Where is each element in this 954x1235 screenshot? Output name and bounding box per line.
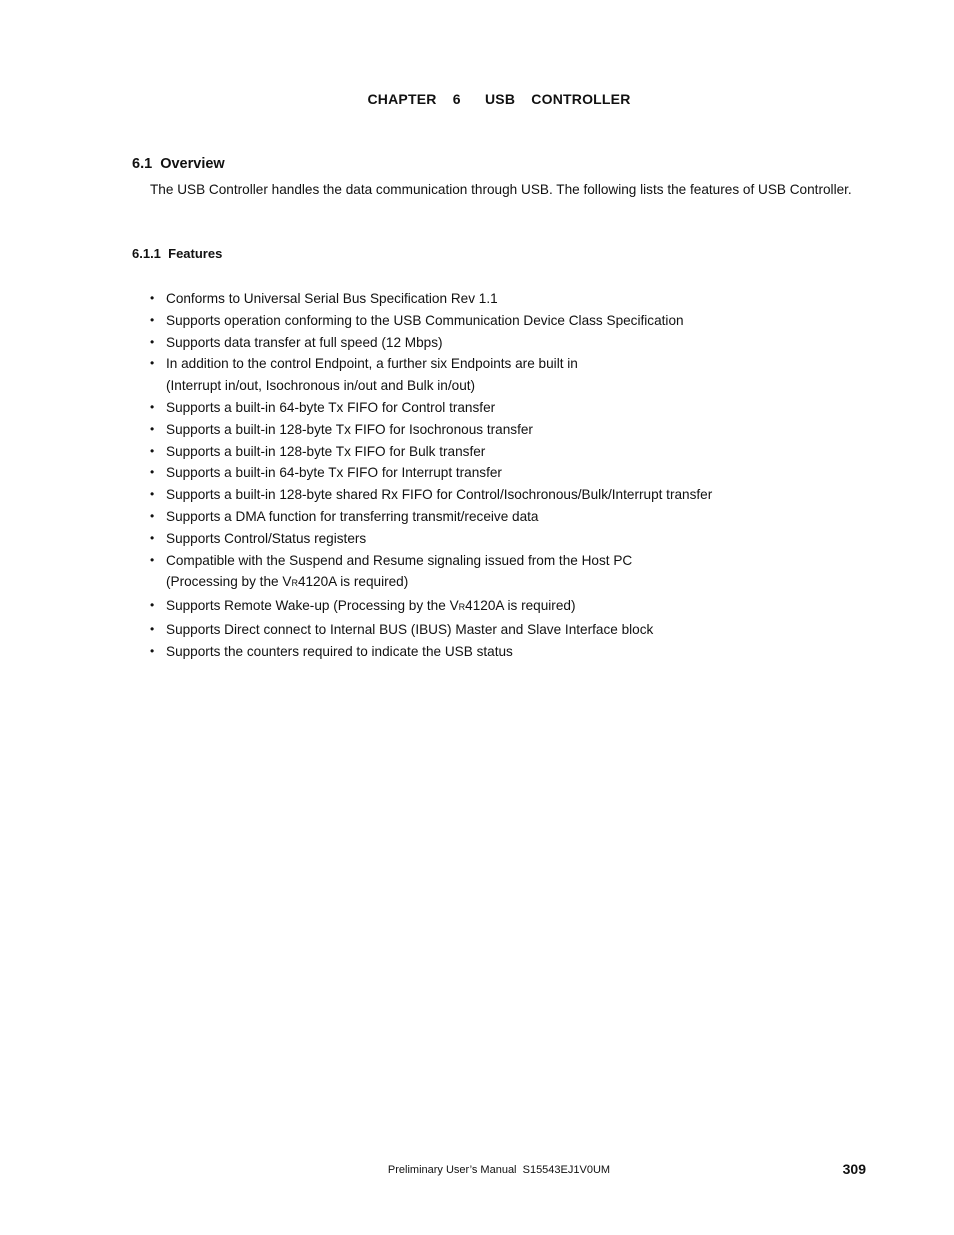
- feature-text: In addition to the control Endpoint, a further six Endpoints are built in: [166, 356, 578, 372]
- bullet-icon: •: [150, 312, 155, 327]
- feature-text: Supports a built-in 64-byte Tx FIFO for Control transfer: [166, 399, 496, 415]
- feature-text: (Interrupt in/out, Isochronous in/out and Bulk in/out): [166, 378, 476, 394]
- bullet-icon: •: [150, 465, 155, 480]
- feature-text: Supports a built-in 128-byte Tx FIFO for Isochronous transfer: [166, 421, 533, 437]
- feature-text-pre: (Processing by the V: [166, 574, 292, 590]
- bullet-icon: •: [150, 552, 155, 567]
- feature-continuation-line: [150, 375, 712, 397]
- feature-text: Compatible with the Suspend and Resume signaling issued from the Host PC: [166, 552, 633, 568]
- footer-manual-id: Preliminary User’s Manual S15543EJ1V0UM: [387, 1164, 611, 1176]
- bullet-icon: •: [150, 621, 155, 636]
- feature-text-post: 4120A is required): [297, 574, 409, 590]
- bullet-icon: •: [150, 643, 155, 658]
- feature-item: [150, 353, 712, 375]
- bullet-icon: •: [150, 334, 155, 349]
- bullet-icon: •: [150, 291, 155, 305]
- feature-text: Conforms to Universal Serial Bus Specification Rev 1.1: [166, 291, 498, 306]
- feature-text: Supports Control/Status registers: [166, 530, 367, 546]
- subsection-title: 6.1.1 Features: [132, 246, 223, 261]
- feature-text: Supports a built-in 64-byte Tx FIFO for Interrupt transfer: [166, 465, 502, 481]
- page-number: 309: [842, 1161, 866, 1177]
- feature-text: Supports a DMA function for transferring transmit/receive data: [166, 508, 539, 524]
- bullet-icon: •: [150, 508, 155, 523]
- section-intro-paragraph: The USB Controller handles the data communication through USB. The following lists the features of USB Controller.: [150, 182, 852, 197]
- feature-text: Supports the counters required to indicate the USB status: [166, 643, 513, 659]
- chapter-title: CHAPTER 6 USB CONTROLLER: [367, 91, 631, 107]
- bullet-icon: •: [150, 421, 155, 436]
- feature-text: Supports a built-in 128-byte shared Rx FIFO for Control/Isochronous/Bulk/Interrupt transfer: [166, 487, 713, 503]
- feature-item: [150, 310, 712, 332]
- feature-item: [150, 288, 712, 310]
- bullet-icon: •: [150, 399, 155, 414]
- feature-item: [150, 462, 712, 484]
- feature-item: [150, 397, 712, 419]
- feature-item: [150, 441, 712, 463]
- feature-text: Supports data transfer at full speed (12 Mbps): [166, 334, 443, 350]
- bullet-icon: •: [150, 530, 155, 545]
- feature-item: [150, 506, 712, 528]
- feature-item: [150, 484, 712, 506]
- feature-list: [150, 288, 712, 663]
- feature-item: [150, 595, 712, 619]
- feature-text-post: 4120A is required): [465, 598, 576, 614]
- feature-text: Supports a built-in 128-byte Tx FIFO for Bulk transfer: [166, 443, 486, 459]
- feature-text-pre: Supports Remote Wake-up (Processing by the V: [166, 598, 459, 614]
- bullet-icon: •: [150, 356, 155, 371]
- section-title: 6.1 Overview: [132, 156, 225, 172]
- feature-item: [150, 641, 712, 663]
- feature-text: Supports Direct connect to Internal BUS (IBUS) Master and Slave Interface block: [166, 621, 654, 637]
- feature-item: [150, 528, 712, 550]
- feature-continuation-line: [150, 571, 712, 595]
- feature-text-subscript: R: [291, 578, 298, 589]
- bullet-icon: •: [150, 487, 155, 502]
- feature-item: [150, 550, 712, 572]
- bullet-icon: •: [150, 598, 155, 613]
- feature-item: [150, 419, 712, 441]
- feature-text-subscript: R: [458, 602, 466, 613]
- feature-text: Supports operation conforming to the USB Communication Device Class Specification: [166, 312, 684, 328]
- bullet-icon: •: [150, 443, 155, 458]
- feature-item: [150, 619, 712, 641]
- feature-item: [150, 332, 712, 354]
